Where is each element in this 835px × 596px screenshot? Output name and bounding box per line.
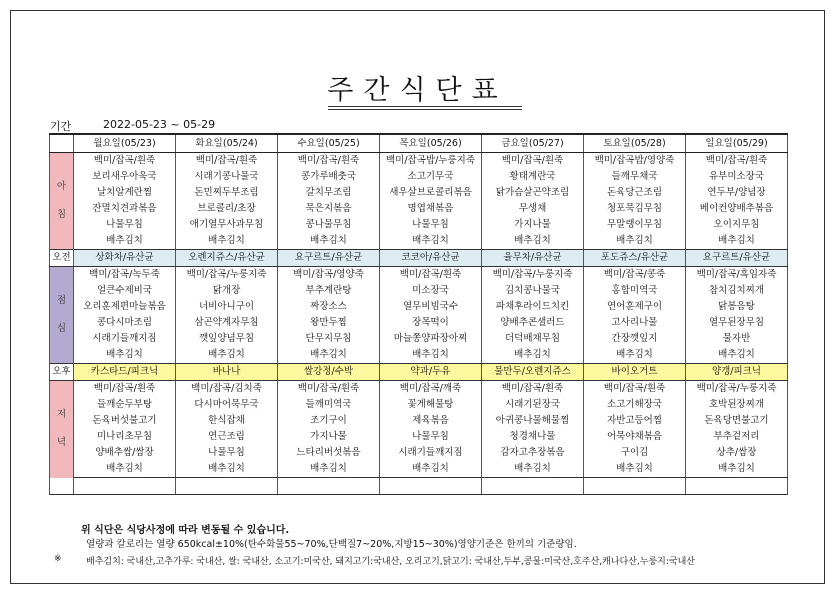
note-nutrition: 열량과 칼로리는 열량 650kcal±10%(탄수화물55~70%,단백질7~20%,지방15~30%)영양기준은 한끼의 기준량임.: [86, 539, 577, 550]
menu-item: 백미/잡곡/깨죽: [380, 381, 482, 398]
menu-item: 황태계란국: [482, 169, 584, 185]
menu-item: 깻잎양념무침: [176, 331, 278, 347]
menu-item: 콩다시마조림: [74, 315, 176, 331]
menu-item: 백미/잡곡/누룽지죽: [482, 267, 584, 284]
menu-item: 한식잡채: [176, 413, 278, 429]
menu-item: 오리훈제편마늘볶음: [74, 299, 176, 315]
dinner-row: [50, 413, 788, 429]
menu-item: 배추김치: [482, 347, 584, 364]
am_snack-label: 오전: [50, 250, 74, 267]
dinner-row: [50, 397, 788, 413]
menu-item: 콩가루배춧국: [278, 169, 380, 185]
menu-item: 연두부/양념장: [686, 185, 788, 201]
menu-item: 유부미소장국: [686, 169, 788, 185]
menu-item: 배추김치: [278, 461, 380, 478]
menu-item: 제육볶음: [380, 413, 482, 429]
menu-item: 배추김치: [278, 233, 380, 250]
period-value: 2022-05-23 ~ 05-29: [103, 118, 216, 131]
am_snack-row: [50, 250, 788, 267]
menu-item: 백미/잡곡/누룽지죽: [176, 267, 278, 284]
dinner-label-text: 저 녁: [56, 409, 67, 449]
breakfast-row: [50, 233, 788, 250]
menu-item: 백미/잡곡/흰죽: [686, 153, 788, 170]
menu-item: 청포묵김무침: [584, 201, 686, 217]
menu-item: 나물무침: [74, 217, 176, 233]
menu-item: 다시마어묵무국: [176, 397, 278, 413]
menu-item: 미나리초무침: [74, 429, 176, 445]
menu-item: 배추김치: [380, 233, 482, 250]
menu-item: 묵은지볶음: [278, 201, 380, 217]
lunch-row: [50, 331, 788, 347]
menu-item: 명엽채볶음: [380, 201, 482, 217]
menu-item: 배추김치: [584, 347, 686, 364]
menu-item: 배추김치: [584, 233, 686, 250]
menu-item: 백미/잡곡/흰죽: [176, 153, 278, 170]
snack-item: 바이오거트: [584, 364, 686, 381]
snack-item: 쌀강정/수박: [278, 364, 380, 381]
menu-item: 백미/잡곡/흰죽: [482, 381, 584, 398]
menu-item: 꽃게해물탕: [380, 397, 482, 413]
menu-item: 왕만두찜: [278, 315, 380, 331]
breakfast-row: [50, 217, 788, 233]
menu-item: 홍합미역국: [584, 283, 686, 299]
blank-cell: [50, 478, 74, 495]
menu-item: 백미/잡곡밥/누룽지죽: [380, 153, 482, 170]
menu-item: 나물무침: [380, 217, 482, 233]
menu-item: 백미/잡곡/흰죽: [278, 153, 380, 170]
menu-item: 더덕배채무침: [482, 331, 584, 347]
menu-item: 들깨무채국: [584, 169, 686, 185]
day-header: 화요일(05/24): [176, 134, 278, 153]
day-header: 월요일(05/23): [74, 134, 176, 153]
menu-item: 물자반: [686, 331, 788, 347]
menu-item: 양배추콘샐러드: [482, 315, 584, 331]
snack-item: 요구르트/유산균: [686, 250, 788, 267]
menu-item: 상추/쌈장: [686, 445, 788, 461]
snack-item: 약과/두유: [380, 364, 482, 381]
menu-item: 시래기된장국: [482, 397, 584, 413]
menu-item: 배추김치: [176, 233, 278, 250]
lunch-row: [50, 283, 788, 299]
menu-item: 김치콩나물국: [482, 283, 584, 299]
snack-item: 요구르트/유산균: [278, 250, 380, 267]
menu-item: 백미/잡곡/흰죽: [482, 153, 584, 170]
period-label: 기간: [50, 120, 72, 133]
day-header-row: [50, 134, 788, 153]
menu-item: 배추김치: [686, 347, 788, 364]
menu-item: 시래기들깨지짐: [74, 331, 176, 347]
menu-item: 미소장국: [380, 283, 482, 299]
snack-item: 바나나: [176, 364, 278, 381]
menu-item: 열무된장무침: [686, 315, 788, 331]
menu-item: 단무지무침: [278, 331, 380, 347]
menu-item: 들깨순두부탕: [74, 397, 176, 413]
snack-item: 양갱/피크닉: [686, 364, 788, 381]
menu-item: 가지나물: [278, 429, 380, 445]
menu-item: 열무비빔국수: [380, 299, 482, 315]
menu-item: 날치알계란찜: [74, 185, 176, 201]
blank-cell: [584, 478, 686, 495]
menu-item: 청경채나물: [482, 429, 584, 445]
menu-item: 배추김치: [380, 347, 482, 364]
snack-item: 코코아/유산균: [380, 250, 482, 267]
menu-item: 백미/잡곡밥/영양죽: [584, 153, 686, 170]
menu-item: 간장깻잎지: [584, 331, 686, 347]
menu-item: 너비아니구이: [176, 299, 278, 315]
lunch-label-text: 점 심: [56, 295, 67, 334]
menu-item: 닭개장: [176, 283, 278, 299]
menu-item: 돈육버섯불고기: [74, 413, 176, 429]
header-corner: [50, 134, 74, 153]
page-title: 주간식단표: [327, 75, 508, 106]
menu-item: 소고기무국: [380, 169, 482, 185]
pm_snack-row: [50, 364, 788, 381]
menu-item: 시래기콩나물국: [176, 169, 278, 185]
blank-cell: [380, 478, 482, 495]
blank-row: [50, 478, 788, 495]
menu-item: 베이컨양배추볶음: [686, 201, 788, 217]
menu-item: 돈민찌두부조림: [176, 185, 278, 201]
lunch-row: [50, 315, 788, 331]
menu-item: 닭가슴살곤약조림: [482, 185, 584, 201]
note-change-notice: 위 식단은 식당사정에 따라 변동될 수 있습니다.: [81, 525, 290, 536]
breakfast-label-text: 아 침: [56, 181, 67, 220]
dinner-row: [50, 445, 788, 461]
menu-item: 연근조림: [176, 429, 278, 445]
title-underline: [328, 106, 522, 110]
menu-item: 부추겉저리: [686, 429, 788, 445]
menu-item: 백미/잡곡/흰죽: [584, 381, 686, 398]
day-header: 일요일(05/29): [686, 134, 788, 153]
menu-item: 얼큰수제비국: [74, 283, 176, 299]
menu-item: 들깨미역국: [278, 397, 380, 413]
menu-item: 백미/잡곡/영양죽: [278, 267, 380, 284]
menu-item: 구이김: [584, 445, 686, 461]
dinner-row: [50, 381, 788, 398]
menu-item: 백미/잡곡/흑임자죽: [686, 267, 788, 284]
menu-item: 배추김치: [278, 347, 380, 364]
menu-item: 닭봉음탕: [686, 299, 788, 315]
weekly-menu-table: [49, 133, 788, 495]
lunch-row: [50, 347, 788, 364]
menu-item: 배추김치: [686, 461, 788, 478]
blank-cell: [278, 478, 380, 495]
menu-item: 장목떡이: [380, 315, 482, 331]
pm_snack-label: 오후: [50, 364, 74, 381]
day-header: 수요일(05/25): [278, 134, 380, 153]
menu-item: 삼곤약계자무침: [176, 315, 278, 331]
menu-item: 백미/잡곡/흰죽: [380, 267, 482, 284]
menu-item: 배추김치: [176, 461, 278, 478]
menu-item: 아귀콩나물해물찜: [482, 413, 584, 429]
menu-item: 돈육당근조림: [584, 185, 686, 201]
snack-item: 상화차/유산균: [74, 250, 176, 267]
menu-item: 고사리나물: [584, 315, 686, 331]
menu-item: 백미/잡곡/콩죽: [584, 267, 686, 284]
day-header: 토요일(05/28): [584, 134, 686, 153]
blank-cell: [482, 478, 584, 495]
menu-item: 무생채: [482, 201, 584, 217]
menu-item: 양배추쌈/쌈장: [74, 445, 176, 461]
menu-item: 백미/잡곡/김치죽: [176, 381, 278, 398]
note-origin: 배추김치: 국내산,고추가루: 국내산, 쌀: 국내산, 소고기:미국산, 돼지고기:국내산, 오리고기,닭고기: 국내산,두부,콩물:미국산,호주산,캐나다산,누룽지:국내산: [86, 557, 695, 567]
menu-item: 무말랭이무침: [584, 217, 686, 233]
snack-item: 카스타드/피크닉: [74, 364, 176, 381]
dinner-label: [50, 381, 74, 478]
menu-item: 짜장소스: [278, 299, 380, 315]
menu-item: 백미/잡곡/녹두죽: [74, 267, 176, 284]
lunch-label: [50, 267, 74, 364]
blank-cell: [74, 478, 176, 495]
menu-item: 새우살브로콜리볶음: [380, 185, 482, 201]
menu-item: 파채후라이드치킨: [482, 299, 584, 315]
breakfast-row: [50, 185, 788, 201]
menu-item: 부추계란탕: [278, 283, 380, 299]
lunch-row: [50, 299, 788, 315]
blank-cell: [176, 478, 278, 495]
snack-item: 포도쥬스/유산균: [584, 250, 686, 267]
breakfast-row: [50, 153, 788, 170]
lunch-row: [50, 267, 788, 284]
snack-item: 율무차/유산균: [482, 250, 584, 267]
breakfast-row: [50, 169, 788, 185]
menu-item: 조기구이: [278, 413, 380, 429]
menu-item: 가지나물: [482, 217, 584, 233]
menu-item: 배추김치: [584, 461, 686, 478]
menu-item: 보리새우아욱국: [74, 169, 176, 185]
menu-item: 백미/잡곡/누룽지죽: [686, 381, 788, 398]
menu-item: 참치김치찌개: [686, 283, 788, 299]
menu-item: 마늘쫑양파장아찌: [380, 331, 482, 347]
menu-item: 애기열무사과무침: [176, 217, 278, 233]
menu-item: 느타리버섯볶음: [278, 445, 380, 461]
menu-item: 돈육당면불고기: [686, 413, 788, 429]
note-mark: ※: [54, 554, 62, 564]
menu-item: 배추김치: [380, 461, 482, 478]
blank-cell: [686, 478, 788, 495]
snack-item: 오렌지쥬스/유산균: [176, 250, 278, 267]
snack-item: 물만두/오렌지쥬스: [482, 364, 584, 381]
menu-item: 콩나물무침: [278, 217, 380, 233]
menu-item: 백미/잡곡/흰죽: [278, 381, 380, 398]
dinner-row: [50, 429, 788, 445]
menu-item: 시래기들깨지짐: [380, 445, 482, 461]
dinner-row: [50, 461, 788, 478]
menu-item: 배추김치: [74, 461, 176, 478]
day-header: 목요일(05/26): [380, 134, 482, 153]
menu-item: 갈치무조림: [278, 185, 380, 201]
breakfast-label: [50, 153, 74, 250]
day-header: 금요일(05/27): [482, 134, 584, 153]
menu-item: 백미/잡곡/흰죽: [74, 153, 176, 170]
menu-item: 나물무침: [176, 445, 278, 461]
menu-item: 배추김치: [482, 461, 584, 478]
menu-item: 브로콜리/초장: [176, 201, 278, 217]
menu-item: 연어훈제구이: [584, 299, 686, 315]
menu-item: 자반고등어찜: [584, 413, 686, 429]
menu-item: 감자고추장볶음: [482, 445, 584, 461]
menu-item: 배추김치: [74, 233, 176, 250]
menu-item: 오이지무침: [686, 217, 788, 233]
breakfast-row: [50, 201, 788, 217]
menu-item: 배추김치: [176, 347, 278, 364]
menu-item: 배추김치: [74, 347, 176, 364]
menu-item: 잔멸치견과볶음: [74, 201, 176, 217]
menu-item: 배추김치: [482, 233, 584, 250]
menu-item: 소고기해장국: [584, 397, 686, 413]
menu-item: 호박된장찌개: [686, 397, 788, 413]
menu-item: 어묵야채볶음: [584, 429, 686, 445]
menu-item: 나물무침: [380, 429, 482, 445]
menu-item: 백미/잡곡/흰죽: [74, 381, 176, 398]
menu-item: 배추김치: [686, 233, 788, 250]
